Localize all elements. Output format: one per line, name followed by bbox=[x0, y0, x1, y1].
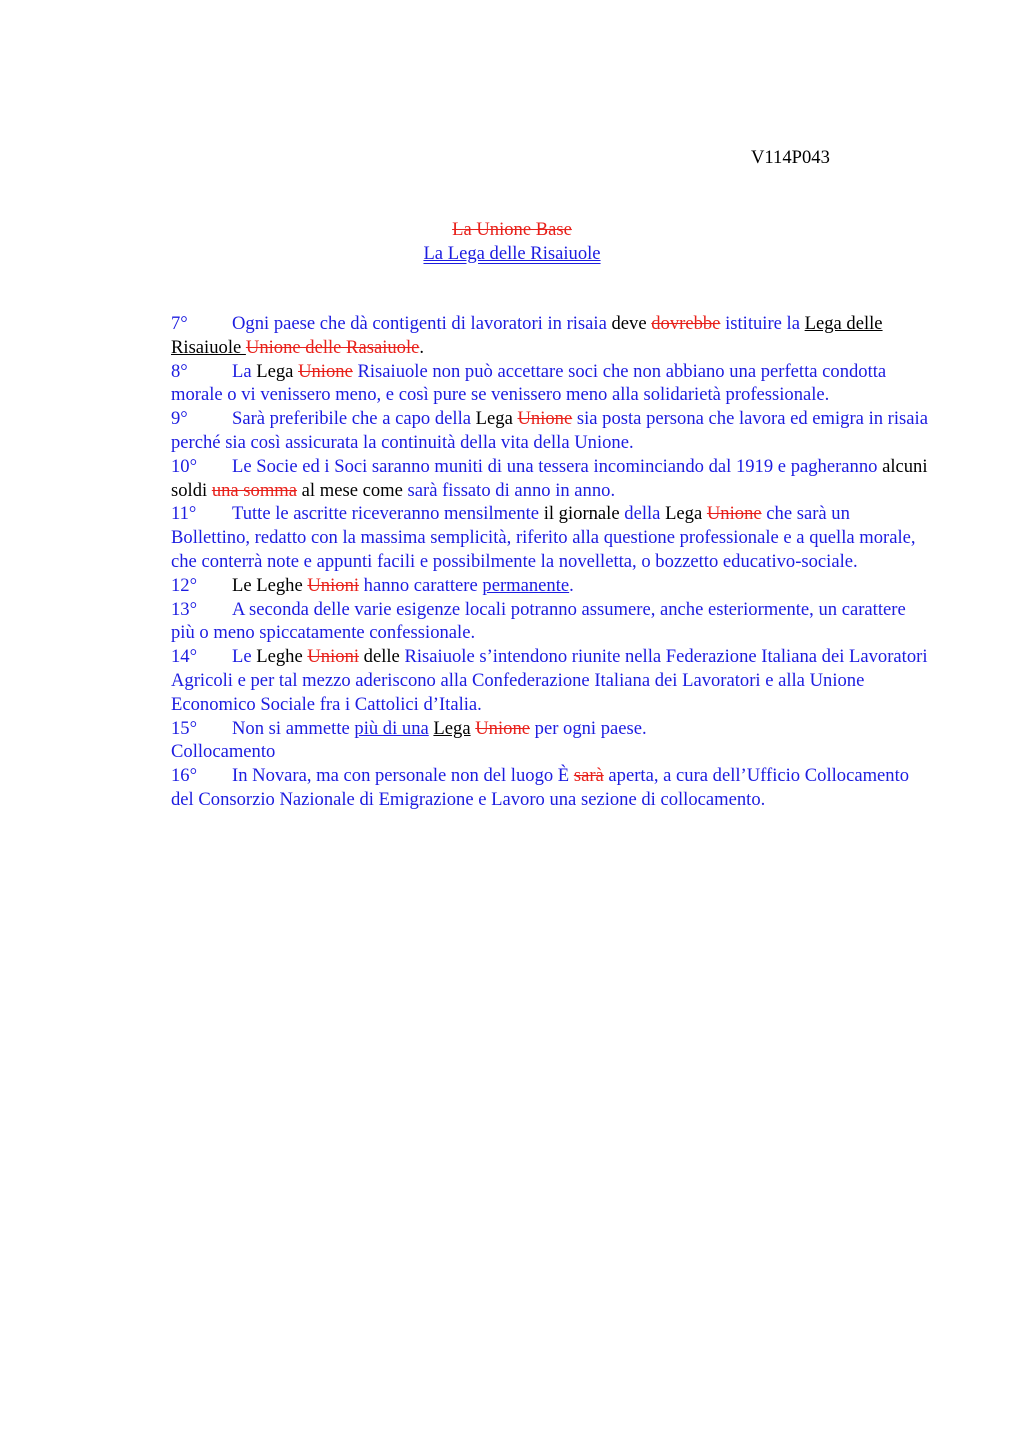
deleted-text: Unioni bbox=[307, 574, 360, 596]
text-segment: Leghe bbox=[256, 646, 308, 668]
text-segment: delle bbox=[359, 646, 405, 668]
deleted-text: Unione bbox=[517, 408, 573, 430]
article-number: 13° bbox=[171, 598, 198, 620]
text-segment: In Novara, ma con personale non del luogo È bbox=[232, 765, 574, 787]
article-item bbox=[171, 574, 931, 598]
text-segment: Risaiuole non può accettare soci che non abbiano una perfetta condotta morale o vi venissero meno, e così pure se venissero meno alla solidarietà professionale. bbox=[171, 360, 887, 406]
deleted-text: una somma bbox=[211, 479, 298, 501]
text-segment: La bbox=[232, 360, 257, 382]
document-body bbox=[171, 312, 931, 812]
article-item bbox=[171, 717, 931, 741]
article-item bbox=[171, 645, 931, 716]
text-segment: al mese come bbox=[297, 479, 408, 501]
article-item bbox=[171, 764, 931, 812]
article-number: 16° bbox=[171, 765, 198, 787]
article-item bbox=[171, 455, 931, 503]
article-number: 9° bbox=[171, 408, 188, 430]
text-segment: Le bbox=[232, 646, 257, 668]
text-segment: sia posta persona che lavora ed emigra in risaia perché sia così assicurata la continuità della vita della Unione. bbox=[171, 408, 928, 453]
deleted-title: La Unione Base bbox=[452, 219, 572, 240]
inserted-title: La Lega delle Risaiuole bbox=[423, 242, 601, 264]
text-segment: per ogni paese. bbox=[530, 717, 647, 739]
text-segment: Lega delle Risaiuole bbox=[171, 313, 883, 358]
deleted-text: Unione bbox=[475, 717, 530, 739]
article-number: 7° bbox=[171, 313, 188, 334]
deleted-text: Unione delle Rasaiuole bbox=[245, 336, 420, 358]
text-segment: il giornale bbox=[543, 503, 625, 525]
text-segment: alcuni soldi bbox=[171, 455, 928, 501]
text-segment: istituire la bbox=[720, 313, 805, 334]
article-number: 10° bbox=[171, 455, 198, 477]
article-number: 11° bbox=[171, 503, 197, 525]
text-segment: Le Leghe bbox=[232, 574, 308, 596]
article-number: 14° bbox=[171, 646, 198, 668]
text-segment: hanno carattere bbox=[359, 574, 483, 596]
section-heading bbox=[171, 740, 931, 764]
text-segment: A seconda delle varie esigenze locali potranno assumere, anche esteriormente, un carattere più o meno spiccatamente confessionale. bbox=[171, 598, 906, 644]
article-number: 12° bbox=[171, 574, 198, 596]
text-segment: che sarà un Bollettino, redatto con la massima semplicità, riferito alla questione professionale e a quella morale, che conterrà note e appunti facili e possibilmente la novelletta, o bozzetto educativo-sociale. bbox=[171, 503, 916, 572]
deleted-text: sarà bbox=[573, 765, 604, 787]
text-segment: della bbox=[624, 503, 666, 525]
article-item bbox=[171, 360, 931, 408]
article-number: 8° bbox=[171, 360, 188, 382]
text-segment: . bbox=[569, 574, 574, 596]
text-segment: Non si ammette bbox=[232, 717, 355, 739]
deleted-text: Unione bbox=[706, 503, 762, 525]
article-item bbox=[171, 312, 931, 360]
document-id: V114P043 bbox=[751, 147, 830, 168]
text-segment: Sarà preferibile che a capo della bbox=[232, 408, 476, 430]
text-segment: . bbox=[419, 336, 425, 358]
text-segment: Lega bbox=[433, 717, 471, 739]
text-segment: Risaiuole s’intendono riunite nella Federazione Italiana dei Lavoratori Agricoli e per tal mezzo aderiscono alla Confederazione Italiana dei Lavoratori e alla Unione Economico Sociale fra i Cattolici d’Italia. bbox=[171, 646, 928, 715]
text-segment: Le Socie ed i Soci saranno muniti di una tessera incominciando dal 1919 e pagheranno bbox=[232, 455, 883, 477]
text-segment: deve bbox=[611, 313, 652, 334]
text-segment: permanente bbox=[482, 574, 570, 596]
deleted-text: Unione bbox=[298, 360, 353, 382]
deleted-text: dovrebbe bbox=[651, 313, 721, 334]
article-item bbox=[171, 598, 931, 646]
text-segment: Lega bbox=[256, 360, 299, 382]
text-segment: Tutte le ascritte riceveranno mensilmente bbox=[232, 503, 544, 525]
text-segment: aperta, a cura dell’Ufficio Collocamento del Consorzio Nazionale di Emigrazione e Lavoro una sezione di collocamento. bbox=[171, 765, 910, 810]
text-segment: più di una bbox=[354, 717, 429, 739]
text-segment: sarà fissato di anno in anno. bbox=[407, 479, 616, 501]
article-number: 15° bbox=[171, 717, 198, 739]
article-item bbox=[171, 502, 931, 573]
article-item bbox=[171, 407, 931, 455]
text-segment: Ogni paese che dà contigenti di lavoratori in risaia bbox=[232, 313, 612, 334]
text-segment: Lega bbox=[475, 408, 518, 430]
text-segment: Lega bbox=[665, 503, 707, 525]
title-block bbox=[0, 218, 1024, 266]
deleted-text: Unioni bbox=[307, 646, 360, 668]
text-segment: Collocamento bbox=[171, 741, 276, 763]
